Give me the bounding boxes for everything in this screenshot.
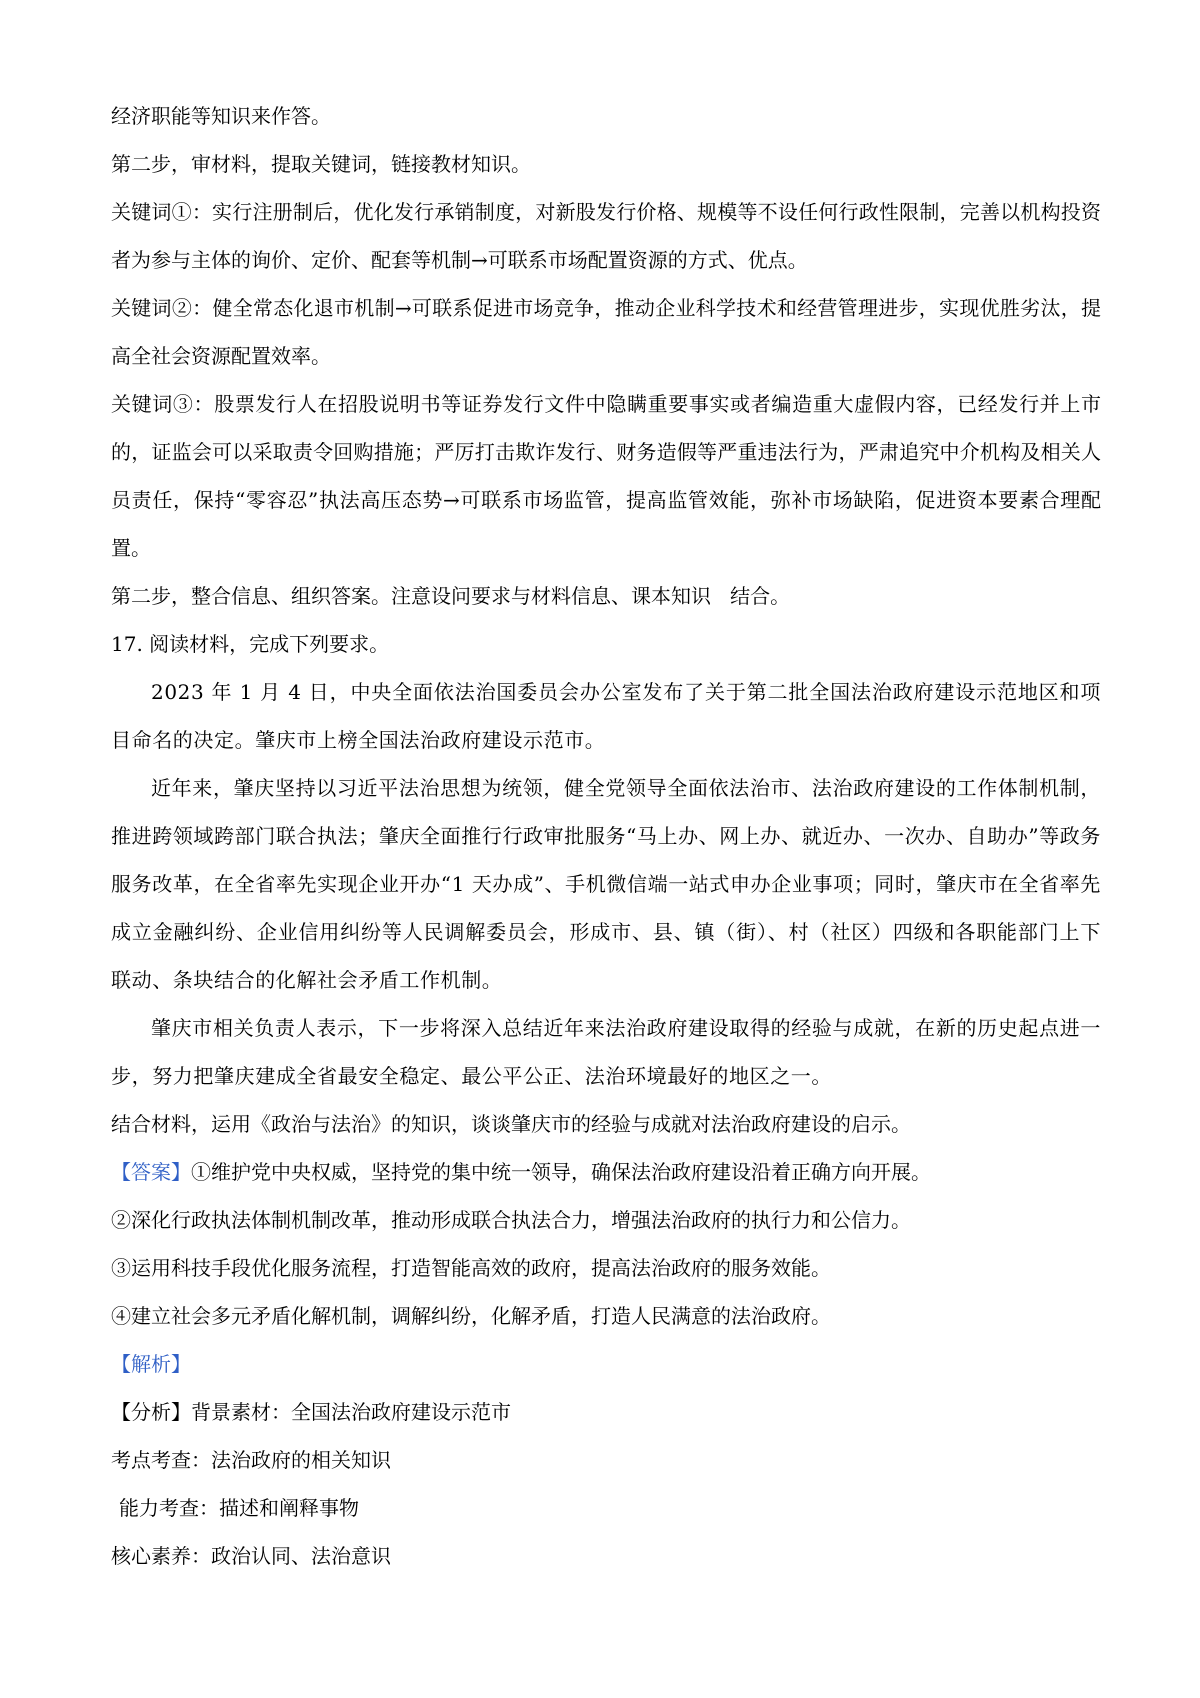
answer-point-4: ④建立社会多元矛盾化解机制，调解纠纷，化解矛盾，打造人民满意的法治政府。 bbox=[111, 1304, 831, 1328]
text-step-two-integrate: 第二步，整合信息、组织答案。注意设问要求与材料信息、课本知识 结合。 bbox=[111, 584, 791, 608]
question-prompt: 结合材料，运用《政治与法治》的知识，谈谈肇庆市的经验与成就对法治政府建设的启示。 bbox=[111, 1112, 911, 1136]
answer-point-1: ①维护党中央权威，坚持党的集中统一领导，确保法治政府建设沿着正确方向开展。 bbox=[191, 1160, 931, 1184]
text-keyword-two: 关键词②：健全常态化退市机制→可联系促进市场竞争，推动企业科学技术和经营管理进步，实现优胜劣汰，提高全社会资源配置效率。 bbox=[111, 296, 1101, 368]
document-content bbox=[111, 92, 1101, 1580]
text-keyword-one: 关键词①：实行注册制后，优化发行承销制度，对新股发行价格、规模等不设任何行政性限制，完善以机构投资者为参与主体的询价、定价、配套等机制→可联系市场配置资源的方式、优点。 bbox=[111, 200, 1101, 272]
analysis-fenxi: 【分析】背景素材：全国法治政府建设示范市 bbox=[111, 1400, 511, 1424]
answer-tag: 【答案】 bbox=[111, 1160, 191, 1184]
question-number-line: 17. 阅读材料，完成下列要求。 bbox=[111, 632, 390, 656]
answer-point-3: ③运用科技手段优化服务流程，打造智能高效的政府，提高法治政府的服务效能。 bbox=[111, 1256, 831, 1280]
text-keyword-three: 关键词③：股票发行人在招股说明书等证券发行文件中隐瞒重要事实或者编造重大虚假内容，已经发行并上市的，证监会可以采取责令回购措施；严厉打击欺诈发行、财务造假等严重违法行为，严肃追究中介机构及相关人员责任，保持“零容忍”执法高压态势→可联系市场监管，提高监管效能，弥补市场缺陷，促进资本要素合理配置。 bbox=[111, 392, 1101, 560]
text-step-two-review: 第二步，审材料，提取关键词，链接教材知识。 bbox=[111, 152, 531, 176]
analysis-kaodian: 考点考查：法治政府的相关知识 bbox=[111, 1448, 391, 1472]
material-paragraph-2: 近年来，肇庆坚持以习近平法治思想为统领，健全党领导全面依法治市、法治政府建设的工作体制机制，推进跨领域跨部门联合执法；肇庆全面推行行政审批服务“马上办、网上办、就近办、一次办、自助办”等政务服务改革，在全省率先实现企业开办“1 天办成”、手机微信端一站式申办企业事项；同时，肇庆市在全省率先成立金融纠纷、企业信用纠纷等人民调解委员会，形成市、县、镇（街）、村（社区）四级和各职能部门上下联动、条块结合的化解社会矛盾工作机制。 bbox=[111, 776, 1101, 992]
answer-point-2: ②深化行政执法体制机制改革，推动形成联合执法合力，增强法治政府的执行力和公信力。 bbox=[111, 1208, 911, 1232]
analysis-tag: 【解析】 bbox=[111, 1352, 191, 1376]
analysis-nengli: 能力考查：描述和阐释事物 bbox=[119, 1496, 359, 1520]
material-paragraph-1: 2023 年 1 月 4 日，中央全面依法治国委员会办公室发布了关于第二批全国法治政府建设示范地区和项目命名的决定。肇庆市上榜全国法治政府建设示范市。 bbox=[111, 680, 1101, 752]
answer-line-1 bbox=[111, 1148, 1101, 1196]
analysis-tag-line bbox=[111, 1340, 1101, 1388]
analysis-hexin: 核心素养：政治认同、法治意识 bbox=[111, 1544, 391, 1568]
text-line-economic-function: 经济职能等知识来作答。 bbox=[111, 104, 331, 128]
material-paragraph-3: 肇庆市相关负责人表示，下一步将深入总结近年来法治政府建设取得的经验与成就，在新的历史起点进一步，努力把肇庆建成全省最安全稳定、最公平公正、法治环境最好的地区之一。 bbox=[111, 1016, 1101, 1088]
